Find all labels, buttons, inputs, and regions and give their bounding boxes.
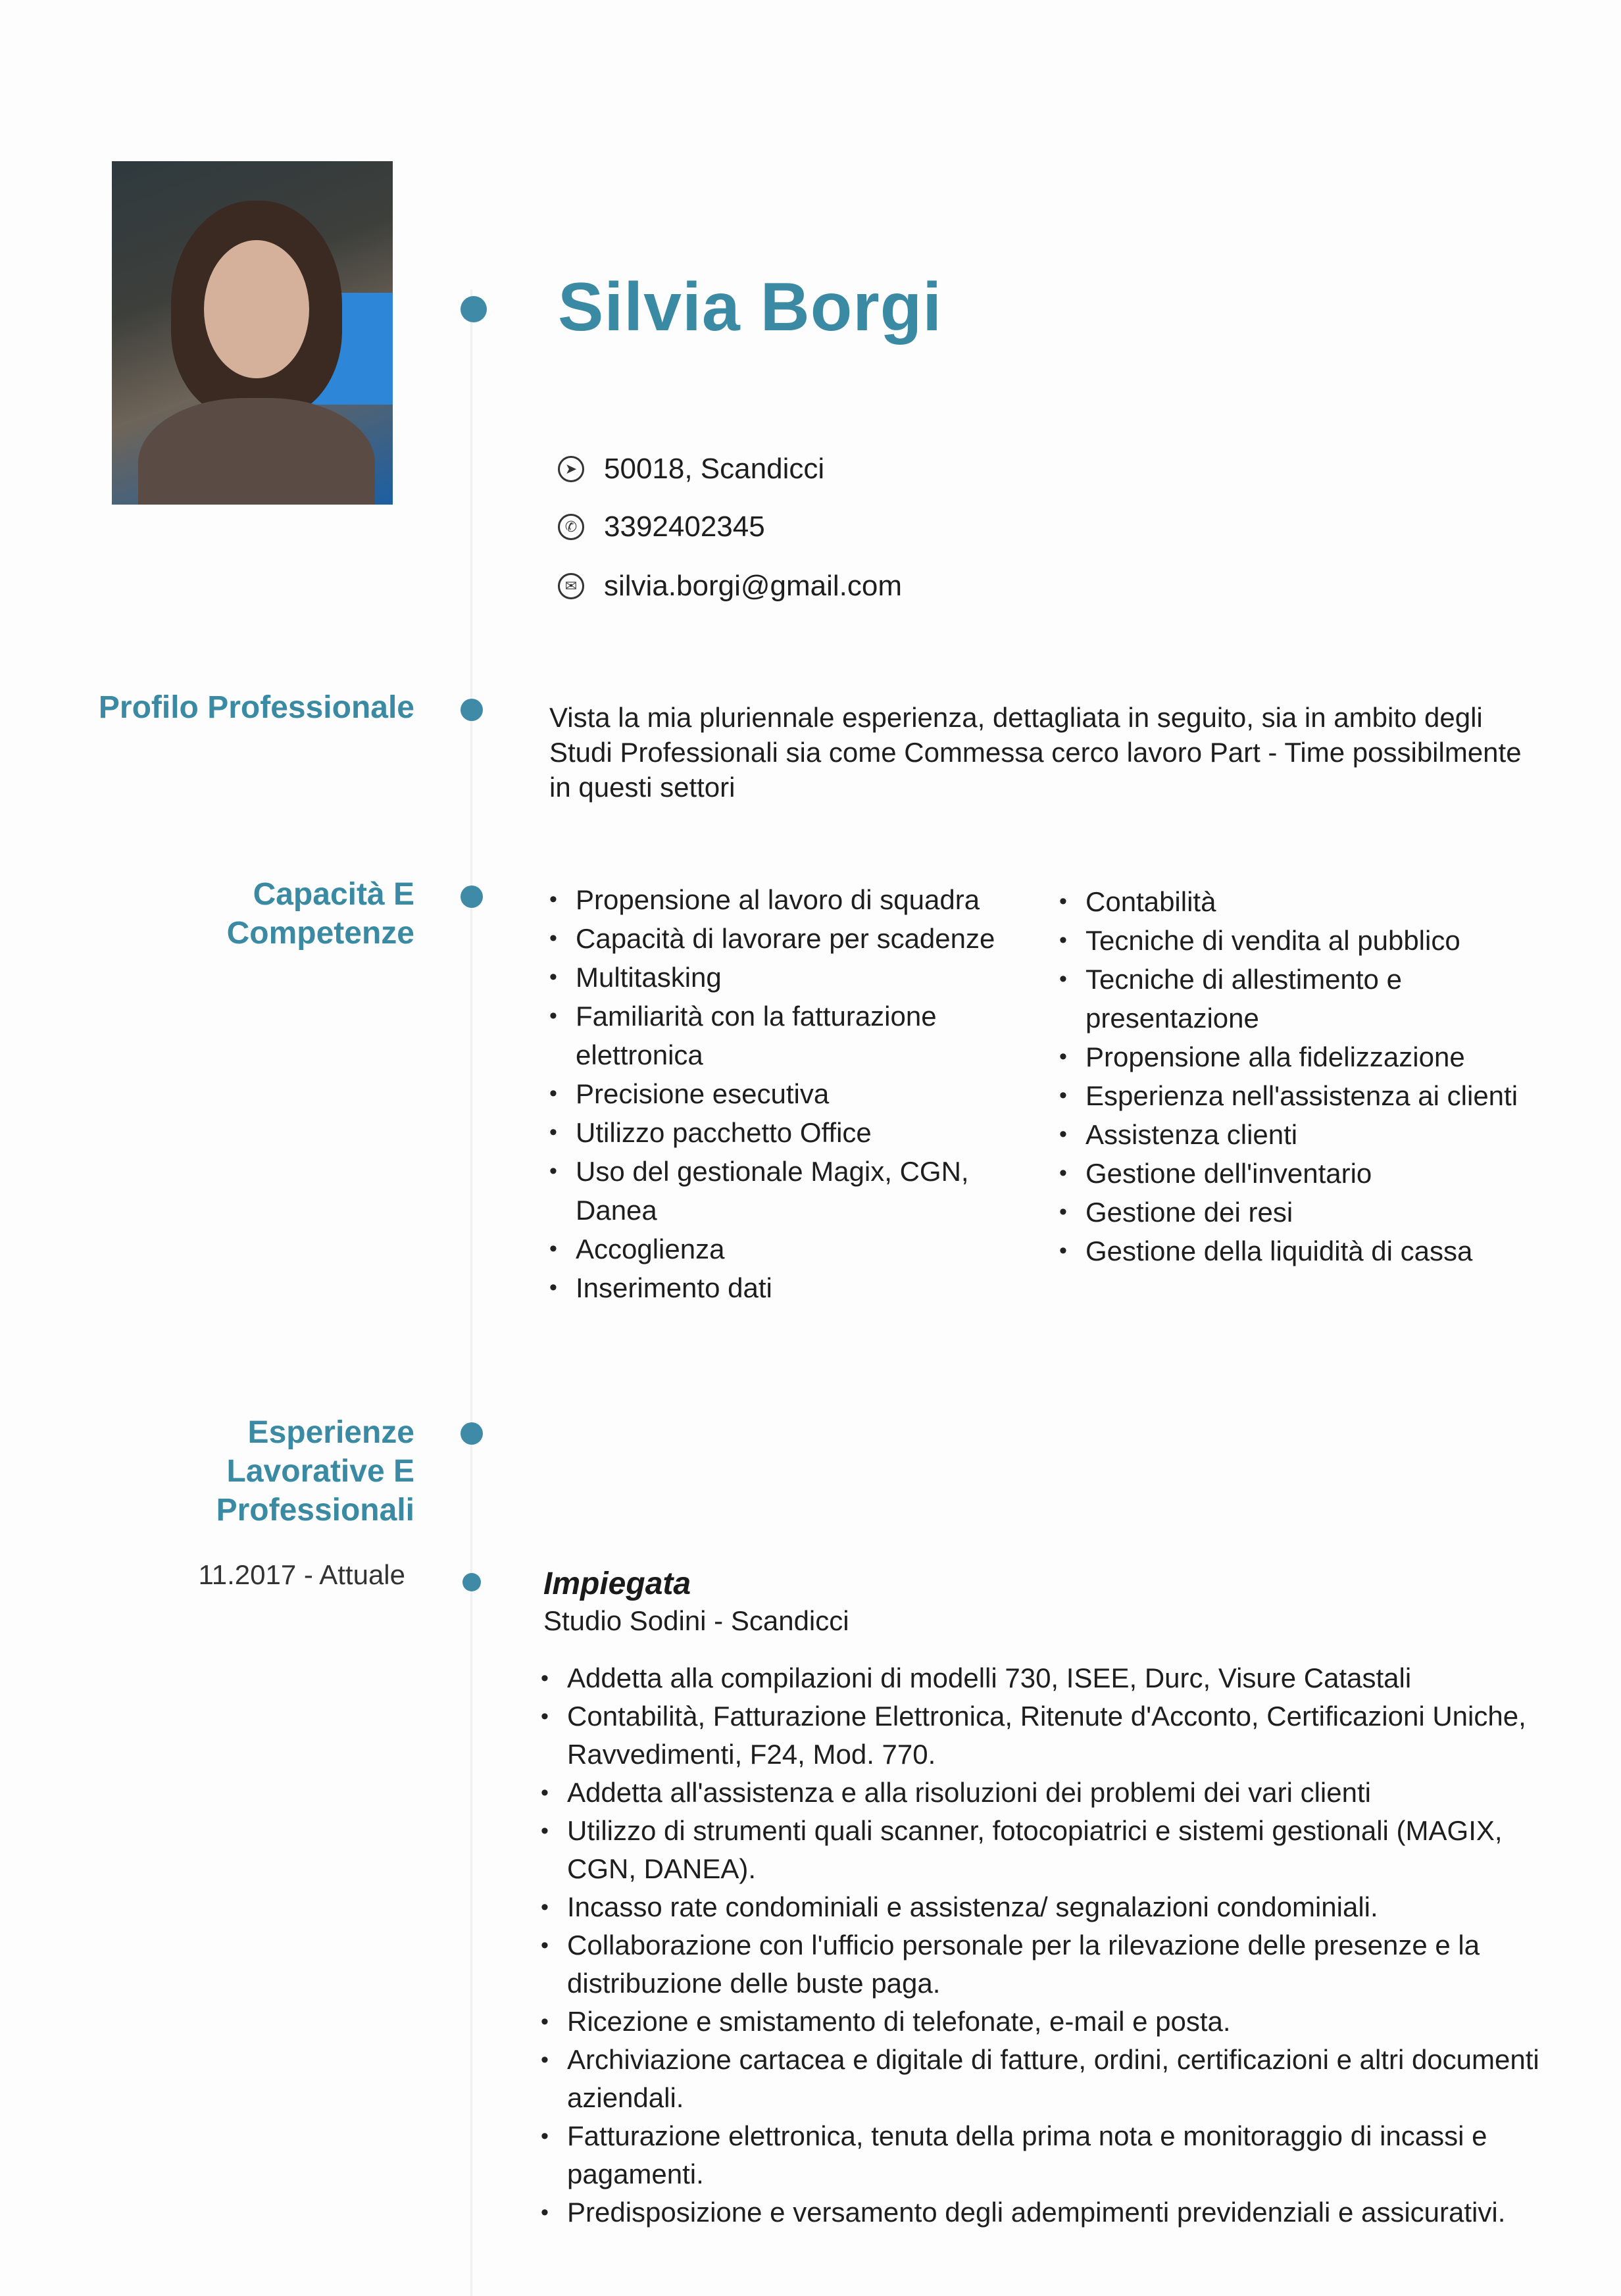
contact-email[interactable]: ✉ silvia.borgi@gmail.com [558, 570, 902, 603]
skills-list-right [1059, 882, 1572, 1270]
list-item: • Collaborazione con l'ufficio personale per la rilevazione delle presenze e la distribuzione delle buste paga. [541, 1926, 1541, 2003]
list-item: • Familiarità con la fatturazione elettronica [549, 997, 1036, 1074]
job-title: Impiegata [543, 1566, 691, 1601]
list-item: • Tecniche di vendita al pubblico [1059, 921, 1572, 960]
list-item: • Accoglienza [549, 1230, 1036, 1268]
list-item: • Capacità di lavorare per scadenze [549, 919, 1036, 958]
list-item: • Predisposizione e versamento degli adempimenti previdenziali e assicurativi. [541, 2193, 1541, 2232]
list-item: • Addetta alla compilazioni di modelli 730, ISEE, Durc, Visure Catastali [541, 1659, 1541, 1697]
list-item: • Contabilità [1059, 882, 1572, 921]
list-item: • Tecniche di allestimento e presentazione [1059, 960, 1572, 1037]
contact-address: ➤ 50018, Scandicci [558, 453, 824, 486]
email-icon: ✉ [558, 573, 584, 599]
timeline-dot [461, 886, 483, 908]
list-item: • Contabilità, Fatturazione Elettronica, Ritenute d'Acconto, Certificazioni Uniche, Ravvedimenti, F24, Mod. 770. [541, 1697, 1541, 1774]
list-item: • Addetta all'assistenza e alla risoluzioni dei problemi dei vari clienti [541, 1774, 1541, 1812]
list-item: • Propensione alla fidelizzazione [1059, 1037, 1572, 1076]
list-item: • Precisione esecutiva [549, 1074, 1036, 1113]
job-date: 11.2017 - Attuale [198, 1559, 405, 1590]
job-tasks-list [541, 1659, 1541, 2232]
skills-list-left [549, 880, 1036, 1307]
list-item: • Ricezione e smistamento di telefonate, e-mail e posta. [541, 2003, 1541, 2041]
timeline-line [470, 289, 472, 2296]
list-item: • Assistenza clienti [1059, 1115, 1572, 1154]
job-company: Studio Sodini - Scandicci [543, 1605, 849, 1636]
list-item: • Uso del gestionale Magix, CGN, Danea [549, 1152, 1036, 1230]
timeline-dot [461, 296, 487, 322]
candidate-name: Silvia Borgi [558, 269, 943, 345]
skills-section-title: Capacità E Competenze [226, 877, 414, 951]
contact-phone: ✆ 3392402345 [558, 511, 765, 543]
list-item: • Multitasking [549, 958, 1036, 997]
list-item: • Utilizzo pacchetto Office [549, 1113, 1036, 1152]
list-item: • Gestione dell'inventario [1059, 1154, 1572, 1193]
list-item: • Utilizzo di strumenti quali scanner, fotocopiatrici e sistemi gestionali (MAGIX, CGN, DANEA). [541, 1812, 1541, 1888]
phone-icon: ✆ [558, 514, 584, 540]
list-item: • Incasso rate condominiali e assistenza/ segnalazioni condominiali. [541, 1888, 1541, 1926]
list-item: • Inserimento dati [549, 1268, 1036, 1307]
timeline-dot [461, 1422, 483, 1445]
experience-section-title: Esperienze Lavorative E Professionali [216, 1415, 414, 1528]
list-item: • Fatturazione elettronica, tenuta della prima nota e monitoraggio di incassi e pagamenti. [541, 2117, 1541, 2193]
profile-text: Vista la mia pluriennale esperienza, dettagliata in seguito, sia in ambito degli Studi Professionali sia come Commessa cerco lavoro Part - Time possibilmente in questi settori [549, 702, 1522, 803]
list-item: • Archiviazione cartacea e digitale di fatture, ordini, certificazioni e altri documenti aziendali. [541, 2041, 1541, 2117]
profile-photo [112, 161, 393, 505]
timeline-dot [461, 699, 483, 721]
list-item: • Esperienza nell'assistenza ai clienti [1059, 1076, 1572, 1115]
location-icon: ➤ [558, 456, 584, 482]
list-item: • Gestione dei resi [1059, 1193, 1572, 1232]
list-item: • Propensione al lavoro di squadra [549, 880, 1036, 919]
timeline-dot [462, 1573, 481, 1591]
list-item: • Gestione della liquidità di cassa [1059, 1232, 1572, 1270]
profile-section-title: Profilo Professionale [98, 690, 414, 725]
